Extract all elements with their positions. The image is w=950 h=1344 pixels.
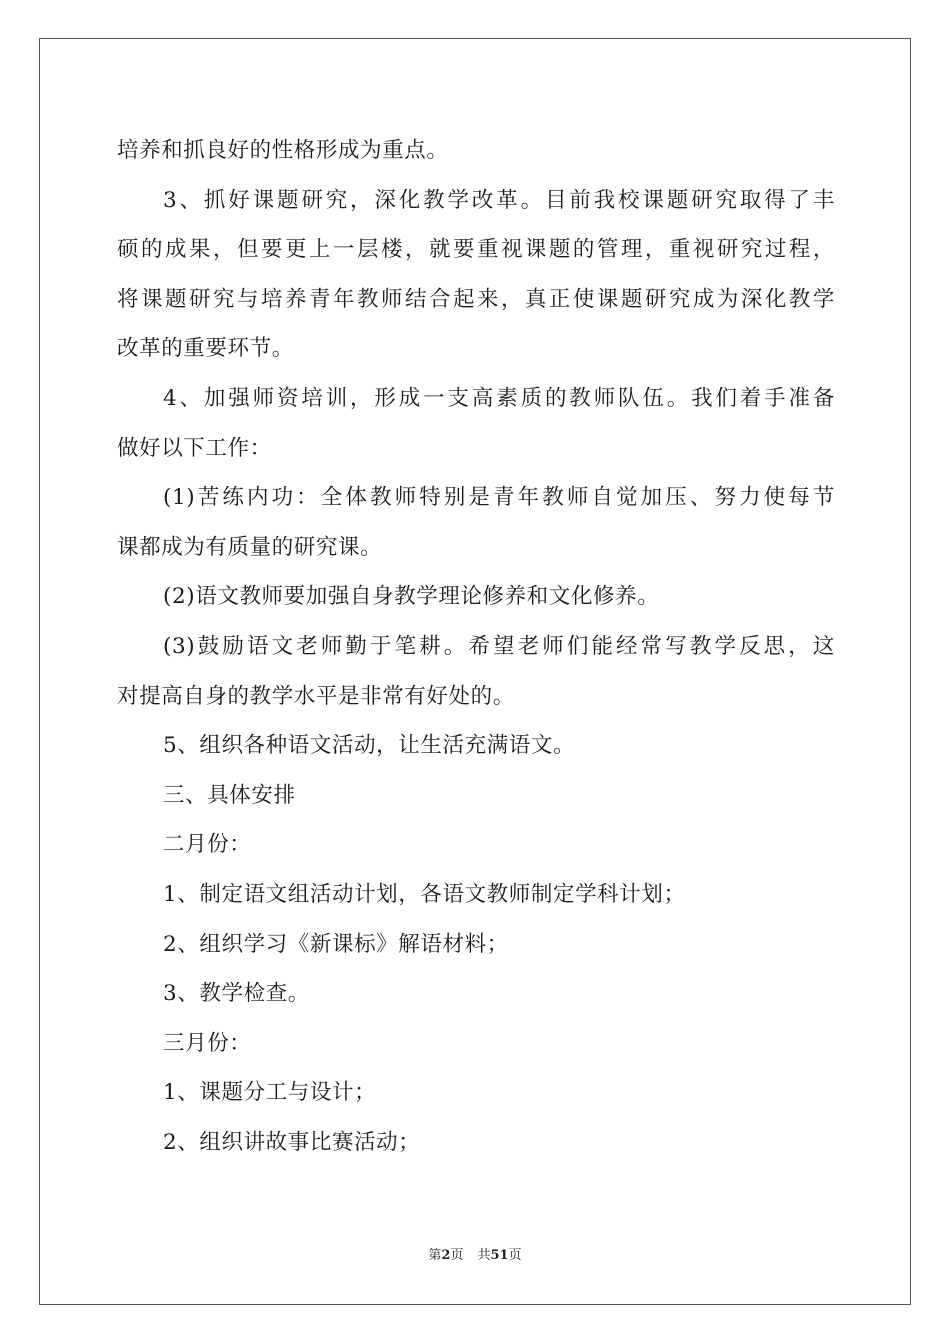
month-heading: 二月份： [163,832,252,858]
text-line: 对提高自身的教学水平是非常有好处的。 [117,683,515,709]
section-heading: 三、具体安排 [163,782,296,808]
total-suffix: 页 [508,1248,522,1263]
total-pages: 51 [490,1248,509,1263]
text-line: 硕的成果，但要更上一层楼，就要重视课题的管理，重视研究过程， [117,237,835,263]
text-line: 将课题研究与培养青年教师结合起来，真正使课题研究成为深化教学 [117,286,835,312]
text-line: (2)语文教师要加强自身教学理论修养和文化修养。 [163,584,660,610]
page-prefix: 第 [428,1248,442,1263]
text-line: 4、加强师资培训，形成一支高素质的教师队伍。我们着手准备 [163,385,835,411]
list-item: 2、组织学习《新课标》解语材料； [163,931,509,957]
list-item: 1、课题分工与设计； [163,1080,377,1106]
text-line: 3、抓好课题研究，深化教学改革。目前我校课题研究取得了丰 [163,187,835,213]
text-line: 培养和抓良好的性格形成为重点。 [117,138,449,163]
list-item: 2、组织讲故事比赛活动； [163,1129,421,1155]
total-prefix: 共 [477,1248,491,1263]
text-line: 5、组织各种语文活动，让生活充满语文。 [163,733,576,759]
page-footer [0,1247,950,1265]
list-item: 1、制定语文组活动计划，各语文教师制定学科计划； [163,881,686,907]
page-number: 2 [441,1248,451,1263]
list-item: 3、教学检查。 [163,981,310,1007]
text-line: 做好以下工作： [117,435,272,461]
text-line: (1)苦练内功：全体教师特别是青年教师自觉加压、努力使每节 [163,485,835,511]
month-heading: 三月份： [163,1030,252,1056]
page-suffix: 页 [450,1248,464,1263]
text-line: 课都成为有质量的研究课。 [117,534,383,560]
text-line: (3)鼓励语文老师勤于笔耕。希望老师们能经常写教学反思，这 [163,633,835,659]
text-line: 改革的重要环节。 [117,336,294,362]
document-body [117,126,835,1167]
